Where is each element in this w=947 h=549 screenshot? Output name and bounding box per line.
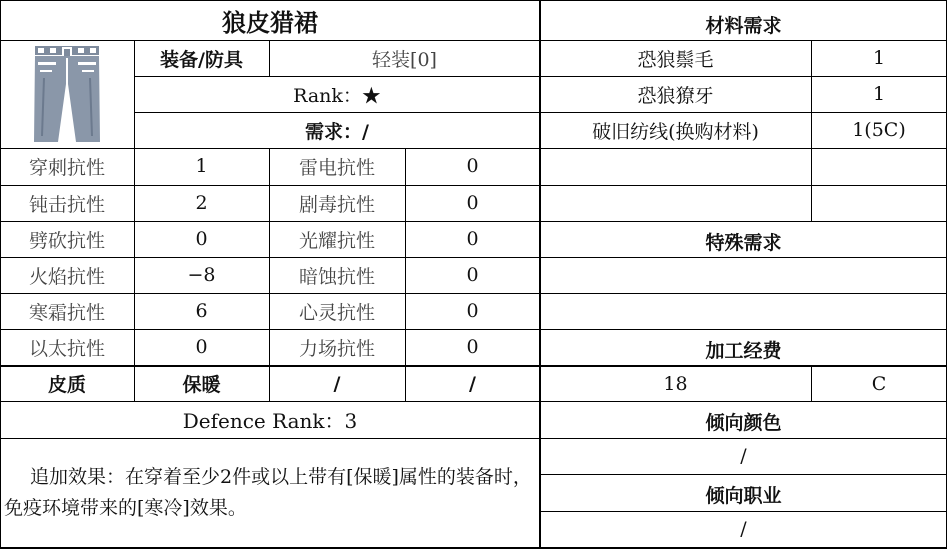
resistance-value: 6 — [195, 300, 208, 322]
material-name: 恐狼鬃毛 — [637, 48, 714, 71]
resistance-value: 0 — [466, 264, 479, 286]
grid-line — [540, 257, 947, 258]
grid-line — [269, 148, 270, 401]
resistance-label: 力场抗性 — [298, 337, 375, 360]
material-qty: 1 — [872, 83, 886, 105]
grid-line — [0, 185, 540, 186]
grid-line — [811, 365, 812, 401]
resistance-label: 以太抗性 — [28, 337, 105, 360]
processing-amount: 18 — [663, 372, 688, 395]
quality-slot-3: / — [333, 372, 341, 395]
grid-line — [0, 148, 540, 149]
color-pref-header: 倾向颜色 — [705, 412, 782, 434]
material-qty: 1(5C) — [852, 119, 906, 141]
border-top — [0, 0, 947, 1]
resistance-value: −8 — [187, 264, 216, 286]
resistance-label: 火焰抗性 — [28, 265, 105, 288]
resistance-label: 钝击抗性 — [28, 193, 105, 216]
grid-line — [540, 511, 947, 512]
rank-text: Rank：★ — [293, 84, 381, 107]
grid-line — [540, 365, 947, 367]
color-pref-value: / — [740, 445, 747, 467]
grid-line — [540, 474, 947, 475]
center-divider — [539, 0, 541, 549]
grid-line — [540, 293, 947, 294]
grid-line — [540, 221, 947, 222]
requirement-text: 需求：/ — [305, 120, 369, 143]
resistance-value: 0 — [466, 300, 479, 322]
grid-line — [0, 438, 540, 439]
job-pref-header: 倾向职业 — [705, 484, 782, 507]
resistance-value: 1 — [195, 155, 208, 177]
grid-line — [540, 148, 947, 149]
effect-text: 追加效果：在穿着至少2件或以上带有[保暖]属性的装备时，免疫环境带来的[寒冷]效果。 — [4, 466, 532, 519]
resistance-label: 暗蚀抗性 — [298, 265, 375, 288]
materials-header: 材料需求 — [705, 15, 782, 37]
material-name: 恐狼獠牙 — [637, 84, 714, 107]
grid-line — [540, 401, 947, 402]
grid-line — [0, 401, 540, 402]
quality-trait: 保暖 — [182, 374, 221, 396]
grid-line — [540, 40, 947, 41]
pants-icon — [0, 40, 134, 148]
resistance-label: 穿刺抗性 — [28, 156, 105, 179]
border-left — [0, 0, 1, 549]
defence-rank: Defence Rank：3 — [182, 409, 358, 433]
grid-line — [0, 329, 540, 330]
grid-line — [269, 40, 270, 76]
grid-line — [0, 40, 540, 41]
grid-line — [0, 257, 540, 258]
job-pref-value: / — [740, 518, 747, 540]
quality-label: 皮质 — [47, 374, 86, 396]
grid-line — [540, 112, 947, 113]
grid-line — [0, 293, 540, 294]
category-value: 轻装[0] — [372, 48, 437, 71]
resistance-label: 雷电抗性 — [298, 156, 375, 179]
special-header: 特殊需求 — [705, 231, 782, 254]
resistance-label: 寒霜抗性 — [28, 301, 105, 324]
grid-line — [134, 112, 540, 113]
grid-line — [405, 148, 406, 401]
processing-header: 加工经费 — [705, 339, 782, 362]
grid-line — [0, 221, 540, 222]
quality-slot-4: / — [469, 372, 476, 395]
material-name: 破旧纺线(换购材料) — [592, 120, 759, 143]
grid-line — [811, 40, 812, 221]
resistance-label: 劈砍抗性 — [28, 229, 105, 252]
resistance-value: 2 — [195, 192, 208, 214]
resistance-value: 0 — [466, 155, 479, 177]
resistance-value: 0 — [466, 336, 479, 358]
resistance-value: 0 — [195, 336, 208, 358]
resistance-value: 0 — [195, 228, 208, 250]
grid-line — [134, 76, 540, 77]
grid-line — [134, 40, 135, 401]
resistance-value: 0 — [466, 192, 479, 214]
resistance-label: 心灵抗性 — [298, 301, 375, 324]
material-qty: 1 — [872, 47, 886, 69]
grid-line — [540, 76, 947, 77]
resistance-value: 0 — [466, 228, 479, 250]
resistance-label: 剧毒抗性 — [298, 193, 375, 216]
grid-line — [540, 185, 947, 186]
processing-unit: C — [871, 372, 887, 395]
category-label: 装备/防具 — [160, 48, 243, 71]
grid-line — [540, 329, 947, 330]
item-title: 狼皮猎裙 — [222, 8, 318, 37]
grid-line — [0, 365, 540, 367]
grid-line — [540, 438, 947, 439]
resistance-label: 光耀抗性 — [298, 229, 375, 252]
